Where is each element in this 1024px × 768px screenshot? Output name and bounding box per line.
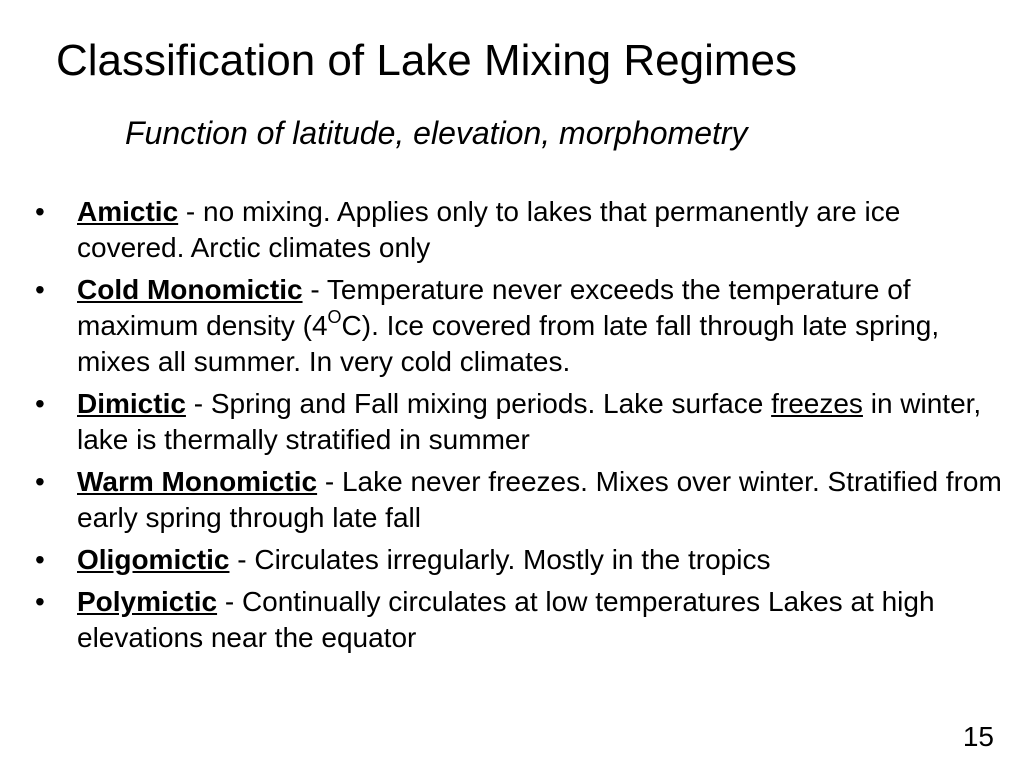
description-dimictic-part1: - Spring and Fall mixing periods. Lake surface	[185, 388, 772, 419]
bullet-item-polymictic	[35, 584, 1010, 656]
term-polymictic: Polymictic	[77, 586, 218, 617]
slide-title: Classification of Lake Mixing Regimes	[56, 36, 797, 85]
description-cold-monomictic-part2: C). Ice covered from late fall through late spring, mixes all summer. In very cold climates.	[77, 310, 940, 377]
bullet-icon: •	[35, 586, 45, 617]
bullet-icon: •	[35, 196, 45, 227]
bullet-item-warm-monomictic	[35, 464, 1010, 536]
degree-superscript: O	[327, 306, 342, 327]
bullet-item-oligomictic	[35, 542, 1010, 578]
description-oligomictic: - Circulates irregularly. Mostly in the tropics	[229, 544, 771, 575]
bullet-icon: •	[35, 466, 45, 497]
underlined-freezes: freezes	[771, 388, 863, 419]
bullet-list	[35, 194, 1010, 662]
term-amictic: Amictic	[77, 196, 179, 227]
bullet-item-cold-monomictic	[35, 272, 1010, 380]
description-polymictic: - Continually circulates at low temperatures Lakes at high elevations near the equator	[77, 586, 935, 653]
bullet-item-dimictic	[35, 386, 1010, 458]
term-cold-monomictic: Cold Monomictic	[77, 274, 303, 305]
description-cold-monomictic-part1: - Temperature never exceeds the temperature of maximum density (4	[77, 274, 911, 341]
slide-subtitle: Function of latitude, elevation, morphometry	[125, 115, 748, 151]
term-warm-monomictic: Warm Monomictic	[77, 466, 318, 497]
description-warm-monomictic: - Lake never freezes. Mixes over winter. Stratified from early spring through late fall	[77, 466, 1002, 533]
page-number: 15	[962, 721, 994, 752]
bullet-item-amictic	[35, 194, 1010, 266]
bullet-icon: •	[35, 388, 45, 419]
term-dimictic: Dimictic	[77, 388, 186, 419]
bullet-icon: •	[35, 544, 45, 575]
description-dimictic-part2: in winter, lake is thermally stratified in summer	[77, 388, 982, 455]
description-amictic: - no mixing. Applies only to lakes that permanently are ice covered. Arctic climates only	[77, 196, 901, 263]
term-oligomictic: Oligomictic	[77, 544, 230, 575]
bullet-icon: •	[35, 274, 45, 305]
